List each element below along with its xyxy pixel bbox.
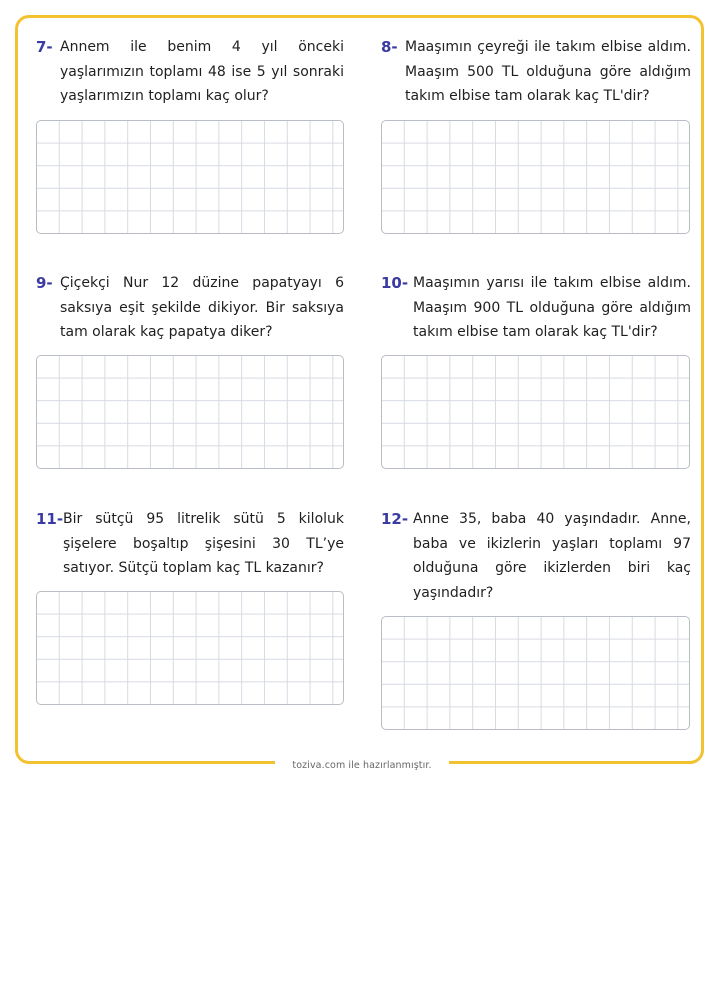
question-text: Annem ile benim 4 yıl önceki yaşlarımızın toplamı 48 ise 5 yıl sonraki yaşlarımızın toplamı kaç olur? <box>60 39 344 104</box>
footer-credit: toziva.com ile hazırlanmıştır. <box>275 758 449 774</box>
question-number: 7- <box>36 38 53 56</box>
answer-grid-9[interactable] <box>36 355 344 469</box>
answer-grid-10[interactable] <box>381 355 690 469</box>
question-8 <box>381 35 691 109</box>
question-number: 10- <box>381 274 409 292</box>
question-12 <box>381 507 691 607</box>
question-10 <box>381 271 691 345</box>
question-number: 12- <box>381 510 409 528</box>
question-7 <box>36 35 344 109</box>
question-number: 9- <box>36 274 53 292</box>
answer-grid-8[interactable] <box>381 120 690 234</box>
question-text: Çiçekçi Nur 12 düzine papatyayı 6 saksıya eşit şekilde dikiyor. Bir saksıya tam olarak kaç papatya diker? <box>60 275 344 340</box>
answer-grid-7[interactable] <box>36 120 344 234</box>
answer-grid-12[interactable] <box>381 616 690 730</box>
question-11 <box>36 507 344 581</box>
question-number: 8- <box>381 38 398 56</box>
question-text: Maaşımın yarısı ile takım elbise aldım. Maaşım 900 TL olduğuna göre aldığım takım elbise tam olarak kaç TL'dir? <box>413 275 691 340</box>
question-text: Anne 35, baba 40 yaşındadır. Anne, baba ve ikizlerin yaşları toplamı 97 olduğuna göre ikizlerden biri kaç yaşındadır? <box>413 511 691 601</box>
question-number: 11- <box>36 510 64 528</box>
question-text: Bir sütçü 95 litrelik sütü 5 kiloluk şişelere boşaltıp şişesini 30 TL’ye satıyor. Sütçü toplam kaç TL kazanır? <box>63 511 344 576</box>
question-text: Maaşımın çeyreği ile takım elbise aldım. Maaşım 500 TL olduğuna göre aldığım takım elbise tam olarak kaç TL'dir? <box>405 39 691 104</box>
answer-grid-11[interactable] <box>36 591 344 705</box>
question-9 <box>36 271 344 345</box>
